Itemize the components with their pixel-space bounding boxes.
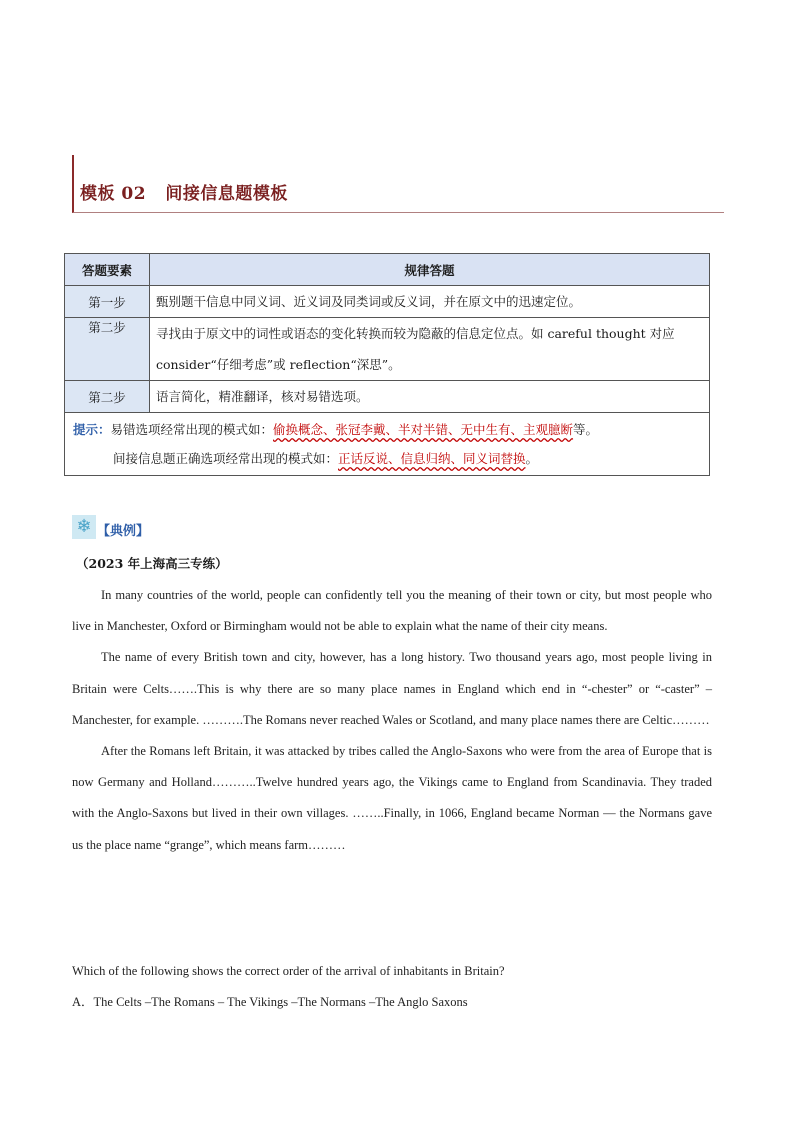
page-title: 模板 02 间接信息题模板: [80, 184, 288, 204]
table-row: [65, 286, 710, 318]
tip-prefix: 间接信息题正确选项经常出现的模式如：: [113, 451, 339, 466]
table-header-cell: 答题要素: [65, 254, 150, 286]
table-row: [65, 318, 710, 381]
example-source: （2023 年上海高三专练）: [76, 556, 228, 571]
tip-highlight: 正话反说、信息归纳、同义词替换: [338, 451, 526, 466]
tip-line-1: [73, 415, 703, 444]
tip-suffix: 。: [525, 451, 539, 466]
tip-suffix: 等。: [573, 422, 599, 437]
question-text: Which of the following shows the correct order of the arrival of inhabitants in Britain?: [72, 964, 505, 978]
option-a: A．The Celts –The Romans – The Vikings –The Normans –The Anglo Saxons: [72, 995, 468, 1010]
rule-cell: 寻找由于原文中的词性或语态的变化转换而较为隐蔽的信息定位点。如 careful thought 对应 consider“仔细考虑”或 reflection“深思”。: [150, 318, 710, 381]
example-label: 【典例】: [97, 524, 150, 539]
table-header-cell: 规律答题: [150, 254, 710, 286]
passage-paragraph: In many countries of the world, people can confidently tell you the meaning of their town or city, but most people who live in Manchester, Oxford or Birmingham would not be able to explain what the name of their city means.: [72, 588, 712, 634]
rule-cell: 甄别题干信息中同义词、近义词及同类词或反义词，并在原文中的迅速定位。: [150, 286, 710, 318]
passage-paragraph: The name of every British town and city, however, has a long history. Two thousand years ago, most people living in Britain were Celts…….This is why there are so many place names in England which end in “-chester” or “-caster” –Manchester, for example. ……….The Romans never reached Wales or Scotland, and many place names there are Celtic………: [72, 650, 712, 727]
rule-cell: 语言简化，精准翻译，核对易错选项。: [150, 381, 710, 413]
tip-line-2: [73, 444, 703, 473]
tip-cell: [65, 413, 710, 476]
question-block: [72, 956, 712, 1018]
passage-paragraph: After the Romans left Britain, it was attacked by tribes called the Anglo-Saxons who were from the area of Europe that is now Germany and Holland………..Twelve hundred years ago, the Vikings came to England from Scandinavia. They traded with the Anglo-Saxons but lived in their own villages. ……..Finally, in 1066, England became Norman — the Normans gave us the place name “grange”, which means farm………: [72, 744, 712, 852]
tip-prefix: 易错选项经常出现的模式如：: [110, 422, 274, 437]
tip-highlight: 偷换概念、张冠李戴、半对半错、无中生有、主观臆断: [273, 422, 574, 437]
tip-row: [65, 413, 710, 476]
step-cell: 第一步: [65, 286, 150, 318]
step-cell: 第二步: [65, 318, 150, 381]
rules-table: [64, 253, 710, 476]
tip-label: 提示：: [73, 422, 111, 437]
step-cell: 第二步: [65, 381, 150, 413]
snowflake-icon: ❄: [72, 515, 96, 539]
table-header-row: [65, 254, 710, 286]
section-heading: [72, 155, 724, 213]
table-row: [65, 381, 710, 413]
reading-passage: [72, 580, 712, 861]
